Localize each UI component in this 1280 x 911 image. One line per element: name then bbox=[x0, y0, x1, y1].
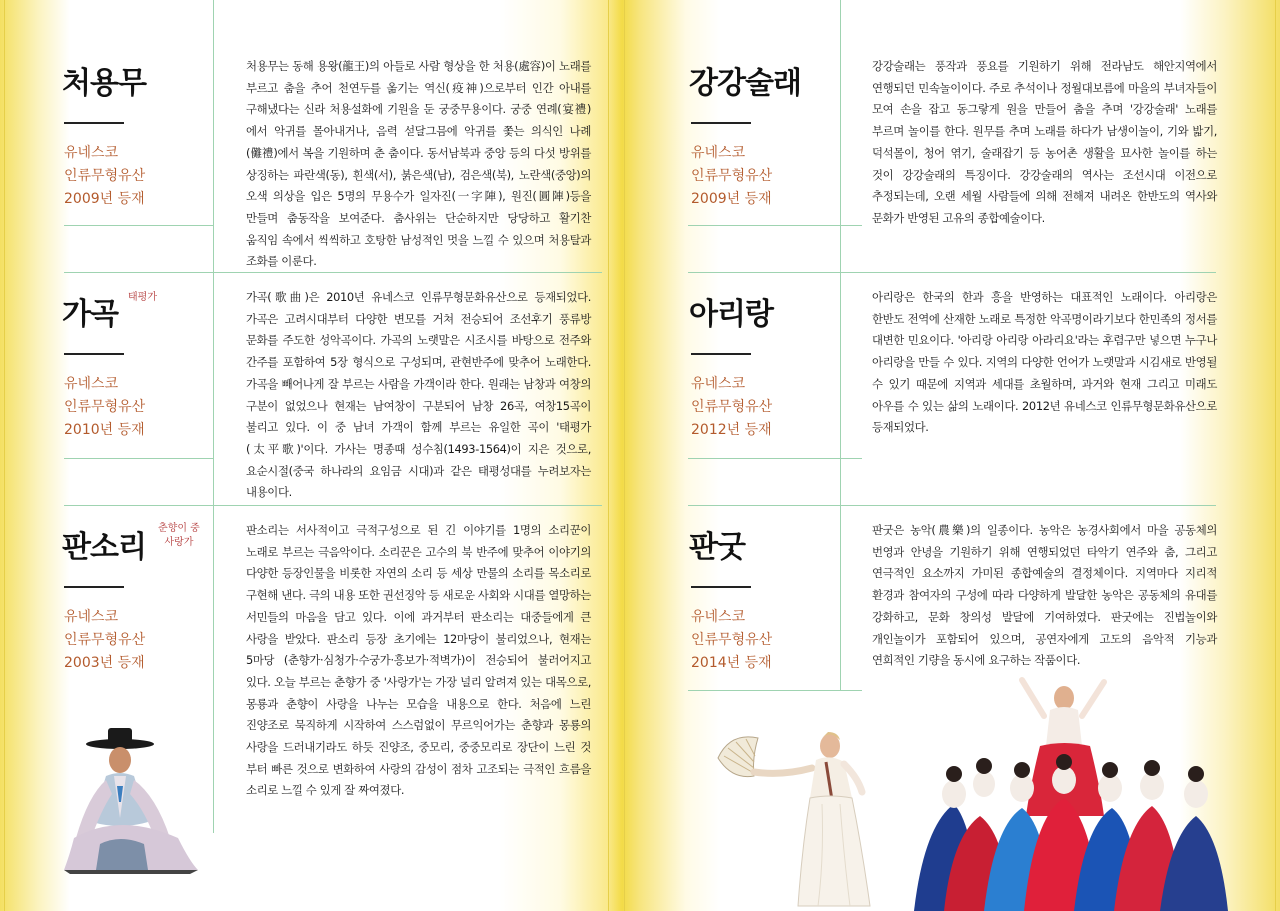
column-divider bbox=[840, 0, 841, 272]
title-rule bbox=[691, 122, 751, 124]
heritage-type: 인류무형유산 bbox=[64, 168, 146, 184]
heritage-year: 2014년 등재 bbox=[691, 655, 772, 671]
section-title: 판굿 bbox=[689, 530, 745, 565]
section-title: 판소리 bbox=[62, 530, 146, 565]
section-title: 처용무 bbox=[62, 66, 146, 101]
column-divider bbox=[840, 505, 841, 690]
group-dancers-photo bbox=[914, 676, 1234, 911]
section-title: 아리랑 bbox=[689, 297, 773, 332]
heritage-year: 2003년 등재 bbox=[64, 655, 145, 671]
heritage-year: 2009년 등재 bbox=[691, 191, 772, 207]
heritage-info bbox=[691, 142, 772, 211]
heritage-org: 유네스코 bbox=[691, 145, 746, 161]
heritage-org: 유네스코 bbox=[64, 145, 119, 161]
section-subtitle: 태평가 bbox=[128, 292, 157, 303]
column-divider bbox=[213, 0, 214, 272]
heritage-info bbox=[64, 606, 145, 675]
section-underline bbox=[64, 458, 214, 459]
heritage-info bbox=[64, 142, 145, 211]
section-body: 판소리는 서사적이고 극적구성으로 된 긴 이야기를 1명의 소리꾼이 노래로 부르는 극음악이다. 소리꾼은 고수의 북 반주에 맞추어 이야기의 다양한 등장인물을 비롯한 자연의 소리 등 세상 만물의 소리를 목소리로 구현해 낸다. 극의 내용 또한 권선징악 등 새로운 사회와 시대를 열망하는 서민들의 마음을 담고 있다. 이에 과거부터 판소리는 대중들에게 큰 사랑을 받았다. 판소리 등장 초기에는 12마당이 불리었으나, 현재는 5마당 (춘향가·심청가·수궁가·흥보가·적벽가)이 전승되어 불러어지고 있다. 오늘 부르는 춘향가 중 '사랑가'는 가장 널리 알려져 있는 대목으로, 몽룡과 춘향이 사랑을 나누는 모습을 내용으로 한다. 처음에 느린 진양조로 묵직하게 시작하여 스스럼없이 무르익어가는 춘향과 몽룡의 사랑을 드러내기라도 하듯 진양조, 중모리, 중중모리로 장단이 느린 것 부터 빠른 것으로 변화하여 사랑의 감성이 점차 고조되는 극적인 흐름을 소리로 느낄 수 있게 잘 짜여졌다. bbox=[246, 523, 591, 798]
page-edge-right bbox=[1275, 0, 1276, 911]
heritage-year: 2010년 등재 bbox=[64, 422, 145, 438]
section-body: 처용무는 동해 용왕(龍王)의 아들로 사람 형상을 한 처용(處容)이 노래를 부르고 춤을 추어 천연두를 옮기는 역신(疫神)으로부터 인간 아내를 구해냈다는 신라 처용설화에 기원을 둔 궁중무용이다. 궁중 연례(宴禮)에서 악귀를 몰아내거나, 음력 섣달그믐에 악귀를 쫓는 의식인 나례(儺禮)에서 복을 기원하며 춘 춤이다. 동서남북과 중앙 등의 다섯 방위를 상징하는 파란색(동), 흰색(서), 붉은색(남), 검은색(북), 노란색(중앙)의 오색 의상을 입은 5명의 무용수가 일자진(一字陣), 원진(圓陣)등을 만들며 춤동작을 보여준다. 춤사위는 단순하지만 당당하고 활기찬 움직임 속에서 씩씩하고 호탕한 남성적인 멋을 느낄 수 있으며 처용탈과 조화를 이룬다. bbox=[246, 59, 591, 269]
heritage-org: 유네스코 bbox=[691, 609, 746, 625]
title-rule bbox=[64, 122, 124, 124]
heritage-org: 유네스코 bbox=[691, 376, 746, 392]
heritage-type: 인류무형유산 bbox=[64, 399, 146, 415]
section-divider bbox=[688, 272, 1216, 273]
section-body: 판굿은 농악(農樂)의 일종이다. 농악은 농경사회에서 마을 공동체의 번영과 안녕을 기원하기 위해 연행되었던 타악기 연주와 춤, 그리고 연극적인 요소까지 가미된 종합예술의 결정체이다. 지역마다 지리적 환경과 참여자의 구성에 따라 다양하게 발달한 농악은 공동체의 유대를 강화하고, 문화 창의성 발달에 기여하였다. 판굿에는 진법놀이와 개인놀이가 포함되어 있으며, 공연자에게 고도의 음악적 기능과 연희적인 기량을 동시에 요구하는 작품이다. bbox=[872, 523, 1217, 668]
section-title: 가곡 bbox=[62, 297, 118, 332]
heritage-type: 인류무형유산 bbox=[691, 632, 773, 648]
section-underline bbox=[688, 690, 862, 691]
column-divider bbox=[840, 272, 841, 505]
fan-dancer-photo bbox=[712, 728, 892, 908]
heritage-year: 2009년 등재 bbox=[64, 191, 145, 207]
column-divider bbox=[213, 505, 214, 833]
section-divider bbox=[688, 505, 1216, 506]
title-rule bbox=[64, 353, 124, 355]
spine-line-right bbox=[624, 0, 625, 911]
spine-line-left bbox=[608, 0, 609, 911]
section-underline bbox=[688, 225, 862, 226]
heritage-type: 인류무형유산 bbox=[691, 168, 773, 184]
heritage-org: 유네스코 bbox=[64, 609, 119, 625]
heritage-info bbox=[691, 606, 772, 675]
page-edge-left bbox=[4, 0, 5, 911]
section-underline bbox=[688, 458, 862, 459]
heritage-year: 2012년 등재 bbox=[691, 422, 772, 438]
section-body: 아리랑은 한국의 한과 흥을 반영하는 대표적인 노래이다. 아리랑은 한반도 전역에 산재한 노래로 특정한 악곡명이라기보다 한민족의 정서를 대변한 민요이다. '아리랑 아리랑 아라리요'라는 후렴구만 넣으면 누구나 아리랑을 만들 수 있다. 지역의 다양한 언어가 노랫말과 시김새로 반영될 수 있기 때문에 지역과 세대를 초월하며, 과거와 현재 그리고 미래도 아우를 수 있는 삶의 노래이다. 2012년 유네스코 인류무형문화유산으로 등재되었다. bbox=[872, 290, 1217, 435]
heritage-type: 인류무형유산 bbox=[691, 399, 773, 415]
title-rule bbox=[691, 353, 751, 355]
title-rule bbox=[64, 586, 124, 588]
section-divider bbox=[64, 505, 602, 506]
title-rule bbox=[691, 586, 751, 588]
pansori-singer-photo bbox=[60, 726, 210, 876]
section-underline bbox=[64, 225, 214, 226]
heritage-type: 인류무형유산 bbox=[64, 632, 146, 648]
heritage-org: 유네스코 bbox=[64, 376, 119, 392]
heritage-info bbox=[64, 373, 145, 442]
section-body: 강강술래는 풍작과 풍요를 기원하기 위해 전라남도 해안지역에서 연행되던 민속놀이이다. 주로 추석이나 정월대보름에 마을의 부녀자들이 모여 손을 잡고 동그랗게 원을 만들어 춤을 추며 '강강술래' 노래를 부르며 놀이를 한다. 원무를 추며 노래를 하다가 남생이놀이, 기와 밟기, 덕석몰이, 청어 엮기, 술래잡기 등 농어촌 생활을 묘사한 놀이를 하는 것이 강강술래의 특징이다. 강강술래의 역사는 조선시대 이전으로 추정되는데, 오랜 세월 사람들에 의해 전해져 내려온 한반도의 역사와 문화가 반영된 고유의 종합예술이다. bbox=[872, 59, 1217, 225]
section-subtitle: 춘향이 중 사랑가 bbox=[158, 523, 200, 548]
section-title: 강강술래 bbox=[689, 66, 801, 101]
heritage-info bbox=[691, 373, 772, 442]
section-body: 가곡(歌曲)은 2010년 유네스코 인류무형문화유산으로 등재되었다. 가곡은 고려시대부터 다양한 변모를 거쳐 전승되어 조선후기 풍류방 문화를 주도한 성악곡이다. 가곡의 노랫말은 시조시를 바탕으로 전주와 간주를 포함하여 5장 형식으로 구성되며, 관현반주에 맞추어 노래한다. 가곡을 빼어나게 잘 부르는 사람을 가객이라 한다. 원래는 남창과 여창의 구분이 없었으나 현재는 남여창이 구분되어 남창 26곡, 여창15곡이 불리고 있다. 이 중 남녀 가객이 함께 부르는 유일한 곡이 '태평가(太平歌)'이다. 가사는 명종때 성수침(1493-1564)이 지은 것으로, 요순시절(중국 하나라의 요임금 시대)과 같은 태평성대를 누려보자는 내용이다. bbox=[246, 290, 591, 500]
column-divider bbox=[213, 272, 214, 505]
